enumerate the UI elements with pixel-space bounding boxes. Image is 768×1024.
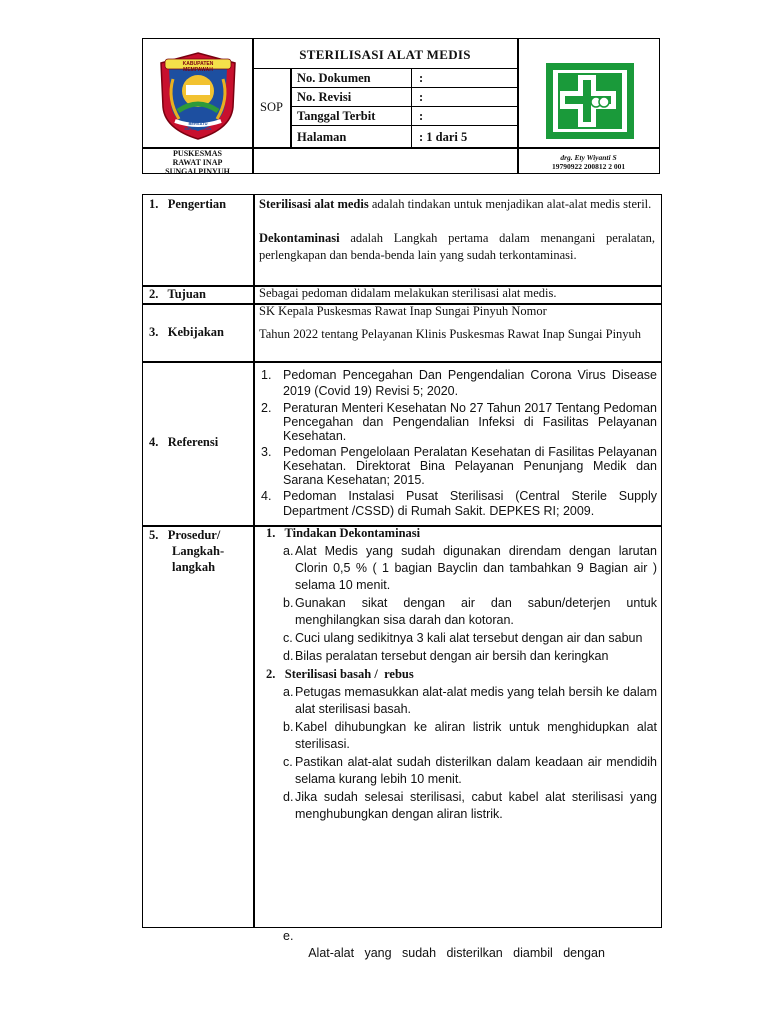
- section-label-referensi: 4. Referensi: [149, 435, 219, 449]
- pengertian-term-dekontaminasi: Dekontaminasi: [259, 231, 340, 245]
- step-1-item: a. Alat Medis yang sudah digunakan direndam dengan larutan Clorin 0,5 % ( 1 bagian Bayclin dan tambahkan 9 Bagian air ) selama 10 menit.: [283, 544, 657, 592]
- pengertian-definition-dekontaminasi: adalah Langkah pertama dalam menangani peralatan, perlengkapan dan benda-benda lain yang sudah terkontaminasi.: [259, 231, 655, 262]
- referensi-list: [259, 367, 657, 519]
- step-2-list: [263, 684, 657, 823]
- step-2-item: a. Petugas memasukkan alat-alat medis yang telah bersih ke dalam alat sterilisasi basah.: [283, 685, 657, 716]
- kebijakan-line-2: Tahun 2022 tentang Pelayanan Klinis Puskesmas Rawat Inap Sungai Pinyuh: [259, 327, 642, 341]
- step-2-item: e. Alat-alat yang sudah disterilkan diambil dengan: [283, 929, 605, 960]
- referensi-item: 1. Pedoman Pencegahan Dan Pengendalian Corona Virus Disease 2019 (Covid 19) Revisi 5; 2020.: [261, 368, 657, 398]
- step-2-title: 2. Sterilisasi basah / rebus: [266, 667, 414, 681]
- field-label-halaman: Halaman: [297, 130, 347, 144]
- signer-block: [518, 153, 659, 171]
- step-2-item: c. Pastikan alat-alat sudah disterilkan dalam keadaan air mendidih selama kurang lebih 10 menit.: [283, 755, 657, 786]
- org-name: [143, 149, 252, 176]
- signer-nip: 19790922 200812 2 001: [551, 162, 626, 171]
- step-1-item: c. Cuci ulang sedikitnya 3 kali alat tersebut dengan air dan sabun: [283, 631, 643, 645]
- field-label-no-revisi: No. Revisi: [297, 90, 352, 104]
- step-1-list: [263, 543, 657, 665]
- pengertian-definition-sterilisasi: adalah tindakan untuk menjadikan alat-alat medis steril.: [368, 197, 652, 211]
- field-label-tanggal-terbit: Tanggal Terbit: [297, 109, 376, 123]
- signer-name: drg. Ety Wiyanti S: [560, 153, 617, 162]
- org-line-3: SUNGAI PINYUH: [165, 167, 230, 176]
- section-label-kebijakan: 3. Kebijakan: [149, 325, 225, 339]
- section-label-tujuan: 2. Tujuan: [149, 287, 206, 301]
- puskesmas-logo: [540, 53, 640, 143]
- step-2-item: d. Jika sudah selesai sterilisasi, cabut kabel alat sterilisasi yang menghubungkan dengan aliran listrik.: [283, 790, 657, 821]
- step-2-item: b. Kabel dihubungkan ke aliran listrik untuk menghidupkan alat sterilisasi.: [283, 720, 657, 751]
- field-value-no-dokumen: :: [419, 71, 424, 85]
- sop-content-table: [142, 194, 662, 960]
- tujuan-text: Sebagai pedoman didalam melakukan sterilisasi alat medis.: [259, 286, 557, 300]
- org-line-1: PUSKESMAS: [173, 149, 222, 158]
- document-title: STERILISASI ALAT MEDIS: [299, 47, 471, 62]
- field-value-no-revisi: :: [419, 90, 424, 104]
- kebijakan-line-1: SK Kepala Puskesmas Rawat Inap Sungai Pinyuh Nomor: [259, 304, 547, 318]
- referensi-item: 4. Pedoman Instalasi Pusat Sterilisasi (Central Sterile Supply Department /CSSD) di Rumah Sakit. DEPKES RI; 2009.: [261, 489, 657, 518]
- sop-header-table: [142, 38, 660, 174]
- pengertian-paragraph-2: [259, 230, 655, 264]
- org-line-2: RAWAT INAP: [172, 158, 223, 167]
- logo-caption: KABUPATEN MEMPAWAH: [182, 61, 214, 73]
- step-1-item: b. Gunakan sikat dengan air dan sabun/deterjen untuk menghilangkan sisa darah dan kotoran.: [283, 596, 657, 627]
- puskesmas-green-cross-icon: [540, 53, 640, 143]
- section-label-prosedur: [149, 527, 224, 575]
- section-label-pengertian: 1. Pengertian: [149, 197, 227, 211]
- pengertian-term-sterilisasi: Sterilisasi alat medis: [259, 197, 369, 211]
- prosedur-label-line-2: Langkah-: [172, 544, 225, 558]
- field-value-tanggal-terbit: :: [419, 109, 424, 123]
- referensi-item: 3. Pedoman Pengelolaan Peralatan Kesehatan di Fasilitas Pelayanan Kesehatan. Direktorat Bina Pelayanan Penunjang Medik dan Sarana Kesehatan; 2015.: [261, 445, 657, 487]
- field-label-no-dokumen: No. Dokumen: [297, 71, 371, 85]
- prosedur-content: [263, 525, 657, 823]
- field-value-halaman: : 1 dari 5: [419, 130, 468, 144]
- pengertian-paragraph-1: [259, 196, 655, 213]
- referensi-item: 2. Peraturan Menteri Kesehatan No 27 Tahun 2017 Tentang Pedoman Pencegahan dan Pengendalian Infeksi di Fasilitas Pelayanan Kesehatan.: [261, 401, 657, 443]
- logo-motto: BERSATU MEMBANGUN: [184, 121, 212, 131]
- kabupaten-mempawah-logo: [153, 49, 243, 141]
- sop-label: SOP: [260, 100, 283, 114]
- prosedur-label-line-3: langkah: [172, 560, 216, 574]
- step-1-item: d. Bilas peralatan tersebut dengan air bersih dan keringkan: [283, 649, 609, 663]
- prosedur-label-line-1: 5. Prosedur/: [149, 528, 221, 542]
- step-1-title: 1. Tindakan Dekontaminasi: [266, 526, 421, 540]
